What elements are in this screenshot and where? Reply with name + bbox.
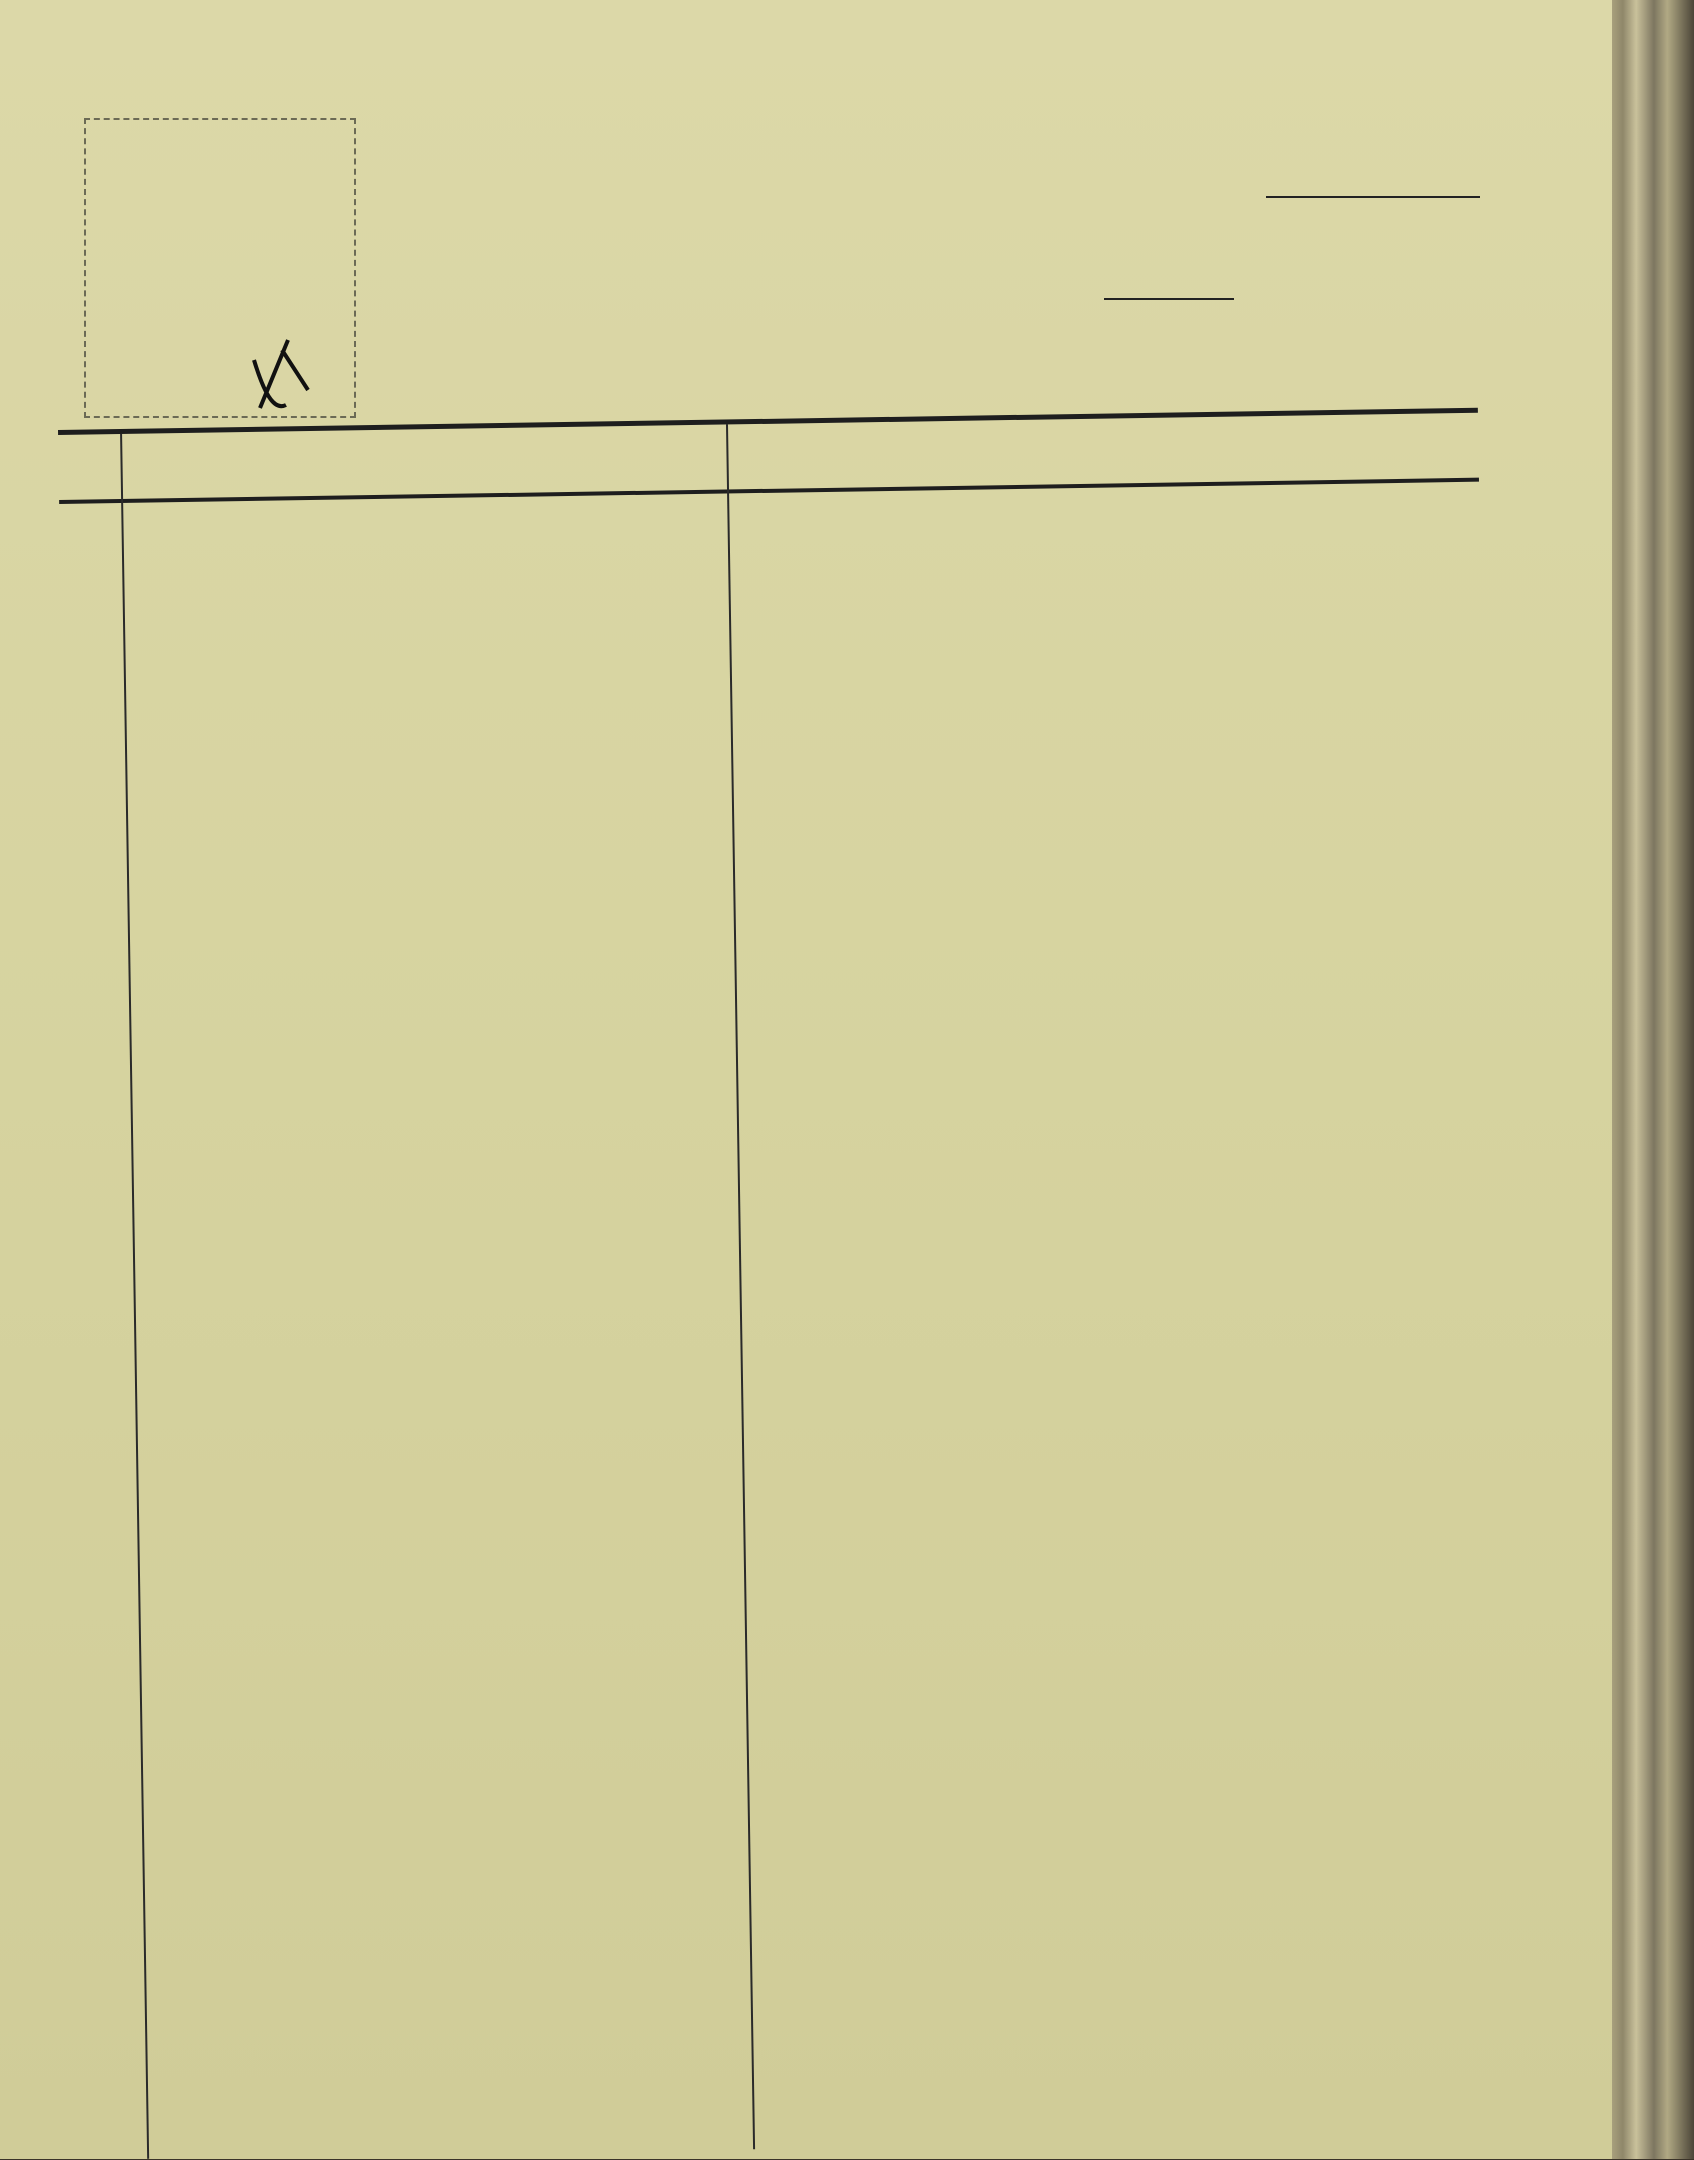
- photo-placeholder: [84, 118, 356, 418]
- header-number: [58, 443, 120, 444]
- header-question: [120, 442, 726, 452]
- column-divider-number: [120, 434, 149, 2159]
- handwritten-check-mark-icon: [246, 330, 316, 420]
- subtitle-line1: [390, 325, 1460, 340]
- column-divider-answer: [726, 424, 755, 2149]
- header-answer: [727, 450, 1479, 462]
- questionnaire-table: [58, 408, 1505, 2160]
- header-rule-bottom: [59, 478, 1479, 504]
- lit-underline: [1266, 196, 1480, 198]
- form-number-underline: [1104, 298, 1234, 300]
- stacked-page-edges: [1605, 0, 1694, 2159]
